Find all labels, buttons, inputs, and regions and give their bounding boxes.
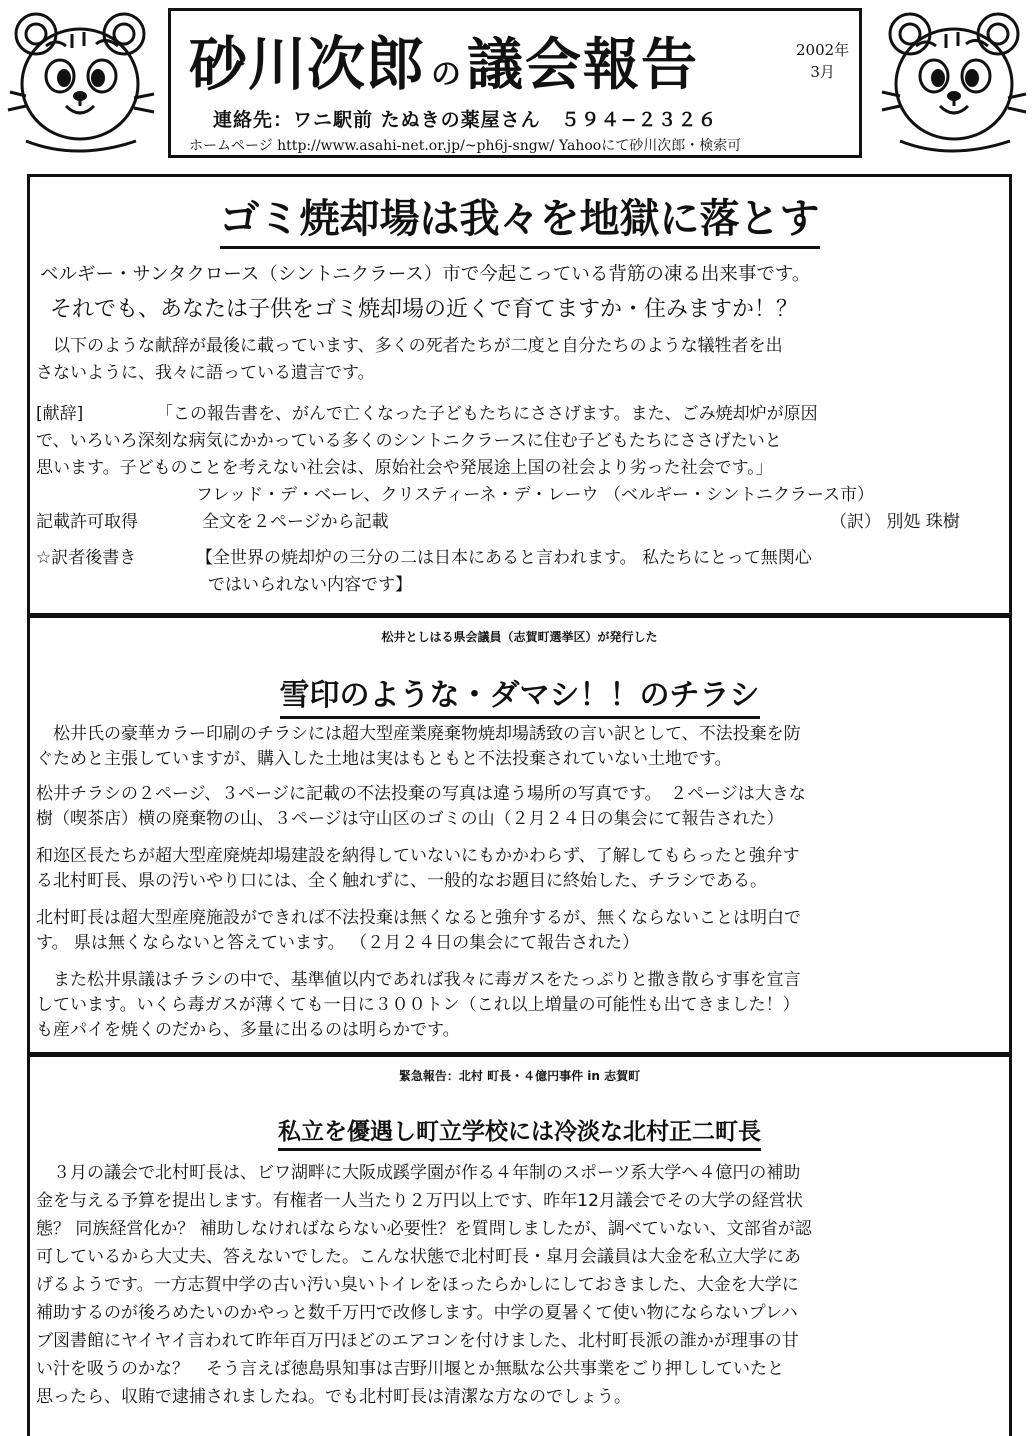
article2-line-4: 樹（喫茶店）横の廃棄物の山、３ページは守山区のゴミの山（２月２４日の集会にて報告された）	[36, 809, 784, 829]
article3-line-2: 金を与える予算を提出します。有権者一人当たり２万円以上です、昨年12月議会でその大学の経営状	[36, 1191, 803, 1211]
article-subsidy	[27, 1052, 1012, 1436]
article3-line-9: 思ったら、収賄で逮捕されましたね。でも北村町長は清潔な方なのでしょう。	[36, 1387, 631, 1407]
article2-headline-2: 雪印のような・ダマシ！！のチラシ	[30, 670, 1009, 719]
article3-headline-1: 緊急報告：北村 町長・４億円事件 in 志賀町	[398, 1069, 641, 1083]
article1-intro-2: さないように、我々に語っている遺言です。	[36, 363, 375, 383]
article1-question: それでも、あなたは子供をゴミ焼却場の近くで育てますか・住みますか！？	[50, 297, 799, 322]
article1-intro-1: 以下のような献辞が最後に載っています、多くの死者たちが二度と自分たちのような犠牲者を出	[36, 336, 783, 356]
afterword-label: ☆訳者後書き	[36, 548, 137, 568]
dedication-line-3: 思います。子どものことを考えない社会は、原始社会や発展途上国の社会より劣った社会です。」	[36, 458, 773, 478]
afterword-line-2: ではいられない内容です】	[208, 575, 412, 595]
article1-headline: ゴミ焼却場は我々を地獄に落とす	[30, 187, 1009, 249]
article2-line-11: も産パイを焼くのだから、多量に出るのは明らかです。	[36, 1020, 460, 1040]
article2-line-6: る北村町長、県の汚いやり口には、全く触れずに、一般的なお題目に終始した、チラシである。	[36, 871, 767, 891]
newsletter-title	[189, 17, 699, 101]
article2-line-8: す。 県は無くならないと答えています。 （２月２４日の集会にて報告された）	[36, 933, 640, 953]
article1-lead: ベルギー・サンタクロース（シントニクラース）市で今起こっている背筋の凍る出来事です。	[40, 264, 811, 285]
article3-line-5: げるようです。一方志賀中学の古い汚い臭いトイレをほったらかしにしておきました、大金を大学に	[36, 1275, 799, 1295]
article2-line-1: 松井氏の豪華カラー印刷のチラシには超大型産業廃棄物焼却場誘致の言い訳として、不法投棄を防	[36, 724, 801, 744]
homepage-line: ホームページ http://www.asahi-net.or.jp/~ph6j-sngw/ Yahooにて砂川次郎・検索可	[189, 138, 742, 154]
dedication-line-2: で、いろいろ深刻な病気にかかっている多くのシントニクラースに住む子どもたちにささげたいと	[36, 431, 782, 451]
article-incinerator	[27, 174, 1012, 616]
article2-line-2: ぐためと主張していますが、購入した土地は実はもともと不法投棄されていない土地です。	[36, 749, 732, 769]
article2-line-5: 和迩区長たちが超大型産廃焼却場建設を納得していないにもかかわらず、了解してもらったと強弁す	[36, 846, 800, 866]
dedication-authors: フレッド・デ・ベーレ、クリスティーネ・デ・レーウ （ベルギー・シントニクラース市）	[196, 485, 875, 505]
tiger-mascot-right-icon	[870, 6, 1028, 156]
article2-headline-1: 松井としはる県会議員（志賀町選挙区）が発行した	[381, 630, 658, 644]
dedication-label: [献辞]	[36, 404, 84, 424]
issue-month: 3月	[810, 63, 835, 81]
afterword-line-1: 【全世界の焼却炉の三分の二は日本にあると言われます。 私たちにとって無関心	[196, 548, 812, 568]
article3-line-7: ブ図書館にヤイヤイ言われて昨年百万円ほどのエアコンを付けました、北村町長派の誰かが理事の甘	[36, 1331, 799, 1351]
article3-line-3: 態？ 同族経営化か？ 補助しなければならない必要性？を質問しましたが、調べていない、文部省が認	[36, 1219, 812, 1239]
translator-credit: （訳） 別処 珠樹	[830, 512, 960, 532]
article3-line-8: い汁を吸うのかな？ そう言えば徳島県知事は吉野川堰とか無駄な公共事業をごり押ししていたと	[36, 1359, 784, 1379]
dedication-line-1: 「この報告書を、がんで亡くなった子どもたちにささげます。また、ごみ焼却炉が原因	[156, 404, 818, 424]
permission-text: 全文を２ページから記載	[202, 512, 389, 532]
issue-date	[796, 39, 849, 83]
article2-line-10: しています。いくら毒ガスが薄くても一日に３００トン（これ以上増量の可能性も出てきました！）	[36, 995, 800, 1015]
article3-line-4: 可しているから大丈夫、答えないでした。こんな状態で北村町長・皐月会議員は大金を私立大学にあ	[36, 1247, 801, 1267]
author-name: 砂川次郎	[189, 30, 426, 98]
permission-label: 記載許可取得	[36, 512, 138, 532]
article3-line-1: ３月の議会で北村町長は、ビワ湖畔に大阪成蹊学園が作る４年制のスポーツ系大学へ４億円の補助	[36, 1163, 801, 1183]
report-title: 議会報告	[467, 33, 700, 98]
article3-headline-2: 私立を優遇し町立学校には冷淡な北村正二町長	[30, 1113, 1009, 1151]
article2-line-7: 北村町長は超大型産廃施設ができれば不法投棄は無くなると強弁するが、無くならないことは明白で	[36, 908, 801, 928]
contact-line: 連絡先：ワニ駅前 たぬきの薬屋さん ５９４−２３２６	[213, 109, 718, 131]
article2-line-9: また松井県議はチラシの中で、基準値以内であれば我々に毒ガスをたっぷりと撒き散らす事を宣言	[36, 970, 801, 990]
tiger-mascot-left-icon	[6, 6, 164, 156]
title-particle: の	[431, 57, 462, 92]
issue-year: 2002年	[796, 41, 850, 59]
article2-line-3: 松井チラシの２ページ、３ページに記載の不法投棄の写真は違う場所の写真です。 ２ページは大きな	[36, 784, 806, 804]
article-flyer	[27, 615, 1012, 1057]
article3-line-6: 補助するのが後ろめたいのかやっと数千万円で改修します。中学の夏暑くて使い物にならないプレハ	[36, 1303, 798, 1323]
masthead	[168, 8, 862, 158]
